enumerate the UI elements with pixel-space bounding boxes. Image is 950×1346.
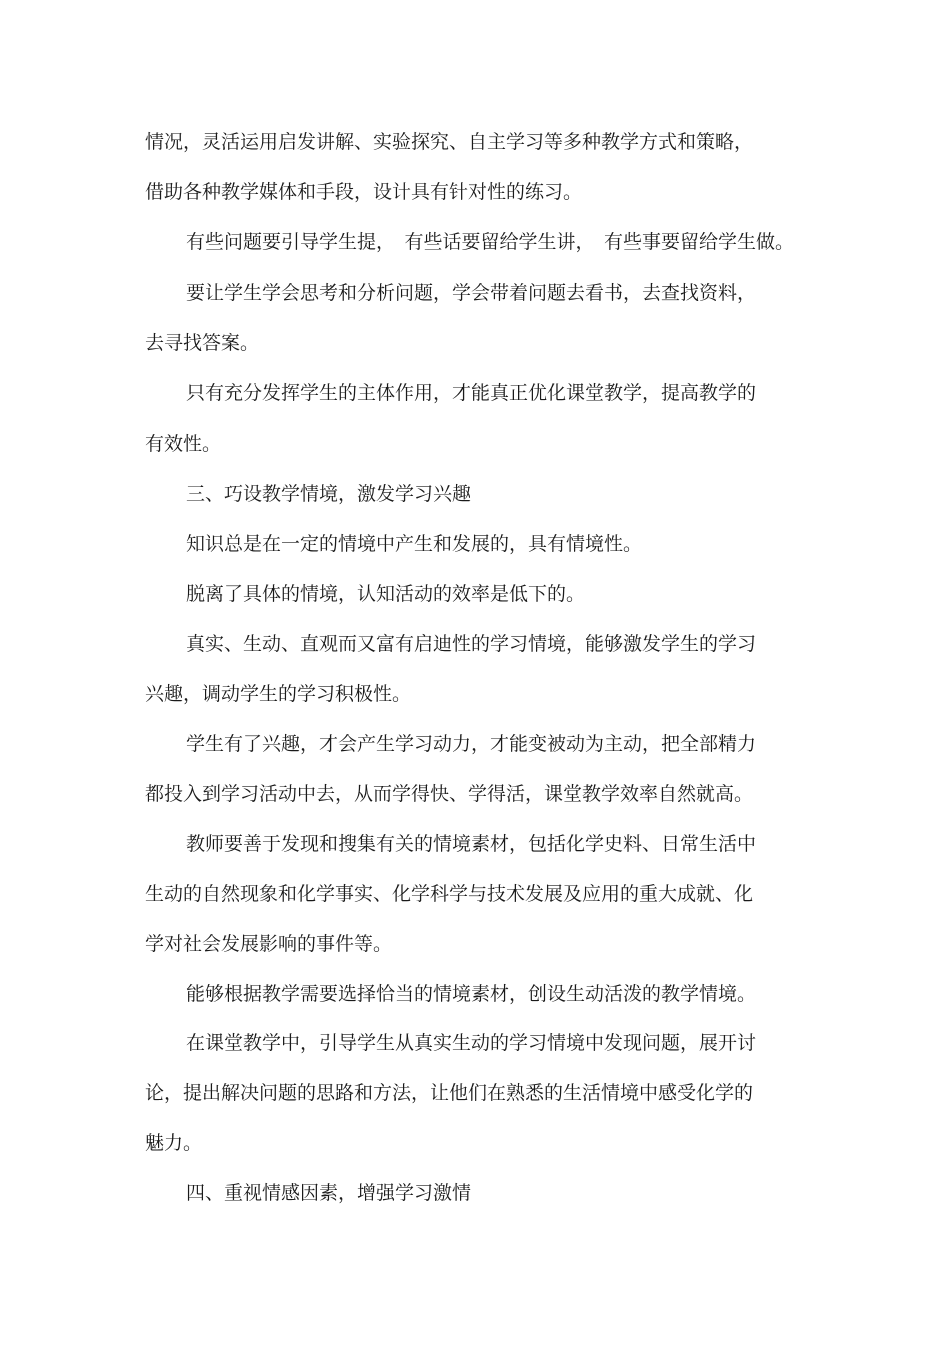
- text-line: 只有充分发挥学生的主体作用，才能真正优化课堂教学，提高教学的: [186, 382, 757, 404]
- text-line: 都投入到学习活动中去，从而学得快、学得活，课堂教学效率自然就高。: [145, 783, 754, 805]
- text-line: 有效性。: [145, 433, 222, 455]
- text-line: 学对社会发展影响的事件等。: [145, 933, 393, 955]
- section-heading: 三、巧设教学情境，激发学习兴趣: [186, 483, 472, 505]
- text-line: 学生有了兴趣，才会产生学习动力，才能变被动为主动，把全部精力: [186, 733, 757, 755]
- text-line: 真实、生动、直观而又富有启迪性的学习情境，能够激发学生的学习: [186, 633, 757, 655]
- text-line: 在课堂教学中，引导学生从真实生动的学习情境中发现问题，展开讨: [186, 1032, 757, 1054]
- text-line: 要让学生学会思考和分析问题，学会带着问题去看书，去查找资料，: [186, 282, 757, 304]
- text-line: 借助各种教学媒体和手段，设计具有针对性的练习。: [145, 181, 583, 203]
- text-line: 知识总是在一定的情境中产生和发展的，具有情境性。: [186, 533, 643, 555]
- text-line: 生动的自然现象和化学事实、化学科学与技术发展及应用的重大成就、化: [145, 883, 754, 905]
- text-line: 兴趣，调动学生的学习积极性。: [145, 683, 412, 705]
- text-line: 论，提出解决问题的思路和方法，让他们在熟悉的生活情境中感受化学的: [145, 1082, 754, 1104]
- section-heading: 四、重视情感因素，增强学习激情: [186, 1182, 472, 1204]
- text-line: 能够根据教学需要选择恰当的情境素材，创设生动活泼的教学情境。: [186, 983, 757, 1005]
- text-line: 去寻找答案。: [145, 332, 260, 354]
- text-line: 脱离了具体的情境，认知活动的效率是低下的。: [186, 583, 586, 605]
- text-line: 魅力。: [145, 1132, 203, 1154]
- text-line: 教师要善于发现和搜集有关的情境素材，包括化学史料、日常生活中: [186, 833, 757, 855]
- text-line: 情况，灵活运用启发讲解、实验探究、自主学习等多种教学方式和策略，: [145, 131, 754, 153]
- text-line: 有些问题要引导学生提， 有些话要留给学生讲， 有些事要留给学生做。: [186, 231, 795, 253]
